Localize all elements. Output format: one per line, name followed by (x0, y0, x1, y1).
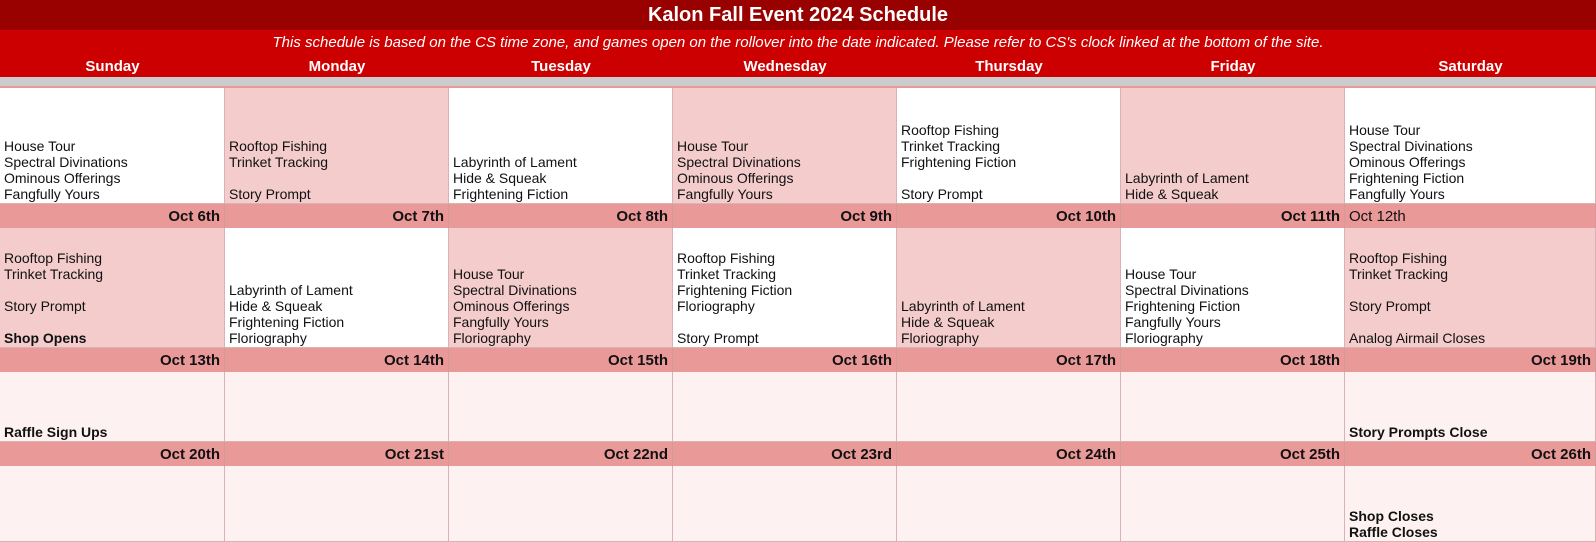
event-line: Frightening Fiction (677, 282, 793, 298)
event-line: Fangfully Yours (1349, 186, 1445, 202)
event-line: Ominous Offerings (1349, 154, 1466, 170)
event-line: Labyrinth of Lament (229, 282, 353, 298)
event-line: Floriography (677, 298, 755, 314)
day-cell (1121, 228, 1345, 348)
event-line: Hide & Squeak (1125, 186, 1219, 202)
day-cell (1121, 88, 1345, 204)
date-label: Oct 10th (897, 204, 1121, 228)
event-line: House Tour (1349, 122, 1421, 138)
event-line: Story Prompt (4, 298, 86, 314)
event-line: House Tour (677, 138, 749, 154)
weekday-header (0, 56, 1596, 77)
event-line: Frightening Fiction (453, 186, 569, 202)
day-cell (1121, 466, 1345, 542)
event-line: Hide & Squeak (901, 314, 995, 330)
event-line: Story Prompt (677, 330, 759, 346)
day-cell (673, 88, 897, 204)
date-label: Oct 11th (1121, 204, 1345, 228)
event-line: Floriography (1125, 330, 1203, 346)
date-label: Oct 18th (1121, 348, 1345, 372)
event-line (4, 314, 220, 330)
event-line: Frightening Fiction (1349, 170, 1465, 186)
day-cell (0, 466, 225, 542)
event-line: Labyrinth of Lament (901, 298, 1025, 314)
date-label: Oct 14th (225, 348, 449, 372)
day-cell (0, 372, 225, 442)
event-line: Story Prompt (1349, 298, 1431, 314)
event-line: House Tour (453, 266, 525, 282)
event-line: Story Prompt (229, 186, 311, 202)
day-cell (673, 466, 897, 542)
date-label: Oct 22nd (449, 442, 673, 466)
date-label: Oct 7th (225, 204, 449, 228)
page-title: Kalon Fall Event 2024 Schedule (0, 0, 1596, 30)
event-line: Fangfully Yours (677, 186, 773, 202)
day-cell (673, 372, 897, 442)
day-cell (1345, 88, 1596, 204)
date-label: Oct 6th (0, 204, 225, 228)
day-cell (897, 88, 1121, 204)
date-label: Oct 16th (673, 348, 897, 372)
event-line: Rooftop Fishing (4, 250, 103, 266)
event-line: Floriography (453, 330, 531, 346)
event-line: Fangfully Yours (4, 186, 100, 202)
event-line: Ominous Offerings (4, 170, 121, 186)
event-line: Spectral Divinations (1349, 138, 1473, 154)
event-line: Labyrinth of Lament (1125, 170, 1249, 186)
event-line (229, 170, 444, 186)
event-line: Rooftop Fishing (901, 122, 1000, 138)
event-line: Floriography (901, 330, 979, 346)
day-cell (897, 372, 1121, 442)
date-label: Oct 25th (1121, 442, 1345, 466)
event-line: Frightening Fiction (1125, 298, 1241, 314)
event-line: Spectral Divinations (453, 282, 577, 298)
event-line: Ominous Offerings (453, 298, 570, 314)
date-label: Oct 8th (449, 204, 673, 228)
event-line: House Tour (1125, 266, 1197, 282)
event-line (1349, 282, 1591, 298)
day-cell (1345, 466, 1596, 542)
weekday-friday: Friday (1210, 58, 1256, 75)
date-label: Oct 21st (225, 442, 449, 466)
event-line: Labyrinth of Lament (453, 154, 577, 170)
weekday-saturday: Saturday (1438, 58, 1503, 75)
weekday-sunday: Sunday (85, 58, 140, 75)
event-line: Fangfully Yours (1125, 314, 1221, 330)
date-label: Oct 19th (1345, 348, 1596, 372)
date-label: Oct 15th (449, 348, 673, 372)
date-label: Oct 24th (897, 442, 1121, 466)
event-line: Rooftop Fishing (229, 138, 328, 154)
event-line (901, 170, 1116, 186)
day-cell (1121, 372, 1345, 442)
event-line: Spectral Divinations (677, 154, 801, 170)
date-label: Oct 26th (1345, 442, 1596, 466)
date-label: Oct 17th (897, 348, 1121, 372)
event-line (1349, 314, 1591, 330)
day-cell (225, 88, 449, 204)
event-line: Story Prompt (901, 186, 983, 202)
event-line: Rooftop Fishing (677, 250, 776, 266)
event-line (4, 282, 220, 298)
event-line: Trinket Tracking (4, 266, 104, 282)
day-cell (449, 372, 673, 442)
day-cell (897, 466, 1121, 542)
day-cell (449, 466, 673, 542)
event-line: Raffle Closes (1349, 524, 1438, 540)
event-line: Trinket Tracking (901, 138, 1001, 154)
date-label: Oct 12th (1345, 204, 1596, 228)
day-cell (225, 372, 449, 442)
day-cell (449, 88, 673, 204)
weekday-thursday: Thursday (975, 58, 1043, 75)
day-cell (0, 88, 225, 204)
date-label: Oct 20th (0, 442, 225, 466)
event-line: Shop Opens (4, 330, 87, 346)
schedule-note: This schedule is based on the CS time zone, and games open on the rollover into the date indicated. Please refer to CS's clock linked at the bottom of the site. (0, 30, 1596, 56)
day-cell (0, 228, 225, 348)
event-line: Trinket Tracking (1349, 266, 1449, 282)
weekday-tuesday: Tuesday (531, 58, 591, 75)
event-line: Ominous Offerings (677, 170, 794, 186)
date-label: Oct 23rd (673, 442, 897, 466)
event-line: Frightening Fiction (229, 314, 345, 330)
date-label: Oct 13th (0, 348, 225, 372)
date-label: Oct 9th (673, 204, 897, 228)
day-cell (225, 466, 449, 542)
event-line: Floriography (229, 330, 307, 346)
event-line: Spectral Divinations (4, 154, 128, 170)
event-line (677, 314, 892, 330)
event-line: Frightening Fiction (901, 154, 1017, 170)
day-cell (673, 228, 897, 348)
weekday-wednesday: Wednesday (743, 58, 827, 75)
event-line: Trinket Tracking (229, 154, 329, 170)
day-cell (1345, 372, 1596, 442)
day-cell (225, 228, 449, 348)
event-line: Rooftop Fishing (1349, 250, 1448, 266)
day-cell (897, 228, 1121, 348)
weekday-monday: Monday (308, 58, 366, 75)
day-cell (449, 228, 673, 348)
event-line: Spectral Divinations (1125, 282, 1249, 298)
event-line: Story Prompts Close (1349, 424, 1488, 440)
event-line: Shop Closes (1349, 508, 1434, 524)
event-line: Fangfully Yours (453, 314, 549, 330)
event-line: Hide & Squeak (453, 170, 547, 186)
event-line: House Tour (4, 138, 76, 154)
event-line: Raffle Sign Ups (4, 424, 108, 440)
event-line: Hide & Squeak (229, 298, 323, 314)
day-cell (1345, 228, 1596, 348)
event-line: Analog Airmail Closes (1349, 330, 1486, 346)
event-line: Trinket Tracking (677, 266, 777, 282)
